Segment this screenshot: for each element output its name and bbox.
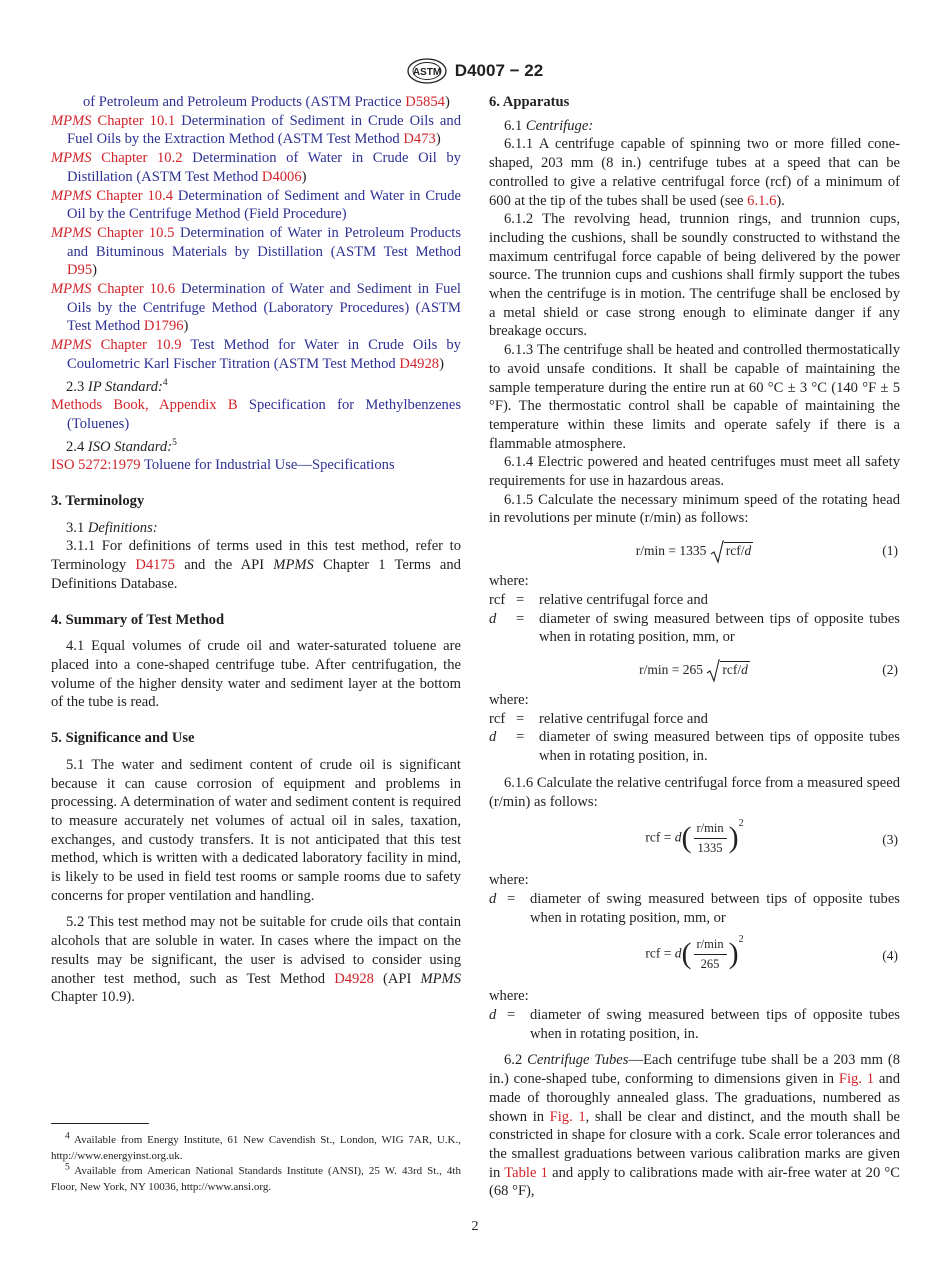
definition-d-in: d = diameter of swing measured between tips of opposite tubes when in rotating position, in.	[489, 1007, 900, 1042]
definition-rcf: rcf = relative centrifugal force and	[489, 710, 708, 727]
footnote-ref-4[interactable]: 4	[162, 377, 168, 388]
para-4-1: 4.1 Equal volumes of crude oil and water-saturated toluene are placed into a cone-shaped centrifuge tube. After centrifugation, the volume of the higher density water and sediment layer at the bottom of the tube is read.	[51, 638, 461, 711]
equation-1: r/min = 1335 rcf/d (1)	[489, 536, 900, 566]
link-d4175[interactable]: D4175	[135, 557, 176, 574]
reference-mpms-10-9: MPMS Chapter 10.9 Test Method for Water in Crude Oils by Coulometric Karl Fischer Titration (ASTM Test Method D4928)	[51, 337, 461, 372]
footnote-ref-5[interactable]: 5	[172, 437, 177, 448]
definition-d-in: d = diameter of swing measured between tips of opposite tubes when in rotating position, in.	[489, 729, 900, 765]
para-3-1: 3.1 Definitions:	[66, 519, 158, 536]
page-header	[0, 58, 950, 84]
para-6-1-5: 6.1.5 Calculate the necessary minimum speed of the rotating head in revolutions per minute (r/min) as follows:	[489, 491, 900, 527]
reference-d5854: of Petroleum and Petroleum Products (ASTM Practice D5854)	[83, 94, 450, 110]
equation-3: rcf = d( $\frac{r/\min}{1335}$ )$^2$ (3)	[645, 818, 898, 855]
footnote-5: $^5$ Available from American National Standards Institute (ANSI), 25 W. 43rd St., 4th Floor, New York, NY 10036, http://www.ansi.org.	[51, 1162, 461, 1194]
iso-standard-heading: 2.4 ISO Standard:$^5$	[66, 437, 177, 455]
equation-2: r/min = 265 rcf/d (2)	[489, 655, 900, 685]
link-6-1-6[interactable]: 6.1.6	[747, 192, 777, 209]
para-6-2: 6.2 Centrifuge Tubes—Each centrifuge tube shall be a 203 mm (8 in.) cone-shaped tube, conforming to dimensions given in Fig. 1 and made of thoroughly annealed glass. The graduations, numbered as shown in Fig. 1, shall be clear and distinct, and the mouth shall be constricted in shape for closure with a cork. Scale error tolerances and the smallest graduations between various calibration marks are given in Table 1 and apply to calibrations made with air-free water at 20 °C (68 °F),	[489, 1052, 901, 1200]
para-6-1-4: 6.1.4 Electric powered and heated centrifuges must meet all safety requirements for use in hazardous areas.	[489, 454, 900, 490]
para-6-1-3: 6.1.3 The centrifuge shall be heated and controlled thermostatically to avoid unsafe conditions. It shall be capable of maintaining the sample temperature during the entire run at 60 °C ± 3 °C (140 °F ± 5 °F). The thermostatic control shall be capable of maintaining the temperature within these limits and operate safely if there is a flammable atmosphere.	[489, 342, 900, 452]
link-d5854[interactable]: D5854	[405, 94, 445, 110]
link-fig-1-2[interactable]: Fig. 1	[549, 1108, 586, 1125]
equation-4: rcf = d( $\frac{r/\min}{265}$ )$^2$ (4)	[645, 934, 898, 972]
link-d1796[interactable]: D1796	[143, 318, 184, 335]
para-6-1-1: 6.1.1 A centrifuge capable of spinning two or more filled cone-shaped, 203 mm (8 in.) centrifuge tubes at a speed that can be controlled to give a relative centrifugal force (rcf) of a minimum of 600 at the tip of the tubes shall be used (see 6.1.6).	[489, 136, 900, 209]
para-3-1-1: 3.1.1 For definitions of terms used in this test method, refer to Terminology D4175 and the API MPMS Chapter 1 Terms and Definitions Database.	[51, 538, 461, 592]
para-5-2: 5.2 This test method may not be suitable for crude oils that contain alcohols that are soluble in water. In cases where the impact on the results may be significant, the user is advised to consider using another test method, such as Test Method D4928 (API MPMS Chapter 10.9).	[51, 914, 461, 1006]
definition-d-mm: d = diameter of swing measured between tips of opposite tubes when in rotating position, mm, or	[489, 610, 900, 646]
footnotes	[51, 1133, 461, 1196]
reference-mpms-10-4: MPMS Chapter 10.4 Determination of Sediment and Water in Crude Oil by the Centrifuge Method (Field Procedure)	[51, 187, 461, 223]
reference-mpms-10-1: MPMS Chapter 10.1 Determination of Sediment in Crude Oils and Fuel Oils by the Extraction Method (ASTM Test Method D473)	[51, 112, 461, 148]
document-id: D4007 − 22	[454, 61, 544, 80]
link-d4006[interactable]: D4006	[261, 168, 302, 185]
footnote-divider	[51, 1123, 149, 1124]
reference-mpms-10-2: MPMS Chapter 10.2 Determination of Water in Crude Oil by Distillation (ASTM Test Method D4006)	[51, 150, 461, 185]
svg-text:ASTM: ASTM	[412, 67, 441, 78]
reference-mpms-10-6: MPMS Chapter 10.6 Determination of Water and Sediment in Fuel Oils by the Centrifuge Method (Laboratory Procedures) (ASTM Test Method D1796)	[51, 281, 461, 335]
page-number: 2	[471, 1219, 479, 1234]
reference-mpms-10-5: MPMS Chapter 10.5 Determination of Water in Petroleum Products and Bituminous Materials by Distillation (ASTM Test Method D95)	[51, 224, 461, 279]
section-6-heading: 6. Apparatus	[489, 94, 570, 110]
link-d4928-2[interactable]: D4928	[334, 970, 374, 987]
para-6-1-6: 6.1.6 Calculate the relative centrifugal force from a measured speed (r/min) as follows:	[489, 774, 900, 810]
para-6-1-2: 6.1.2 The revolving head, trunnion rings, and trunnion cups, including the cushions, shall be soundly constructed to withstand the maximum centrifugal force capable of being delivered by the power source. The trunnion cups and cushions shall firmly support the tubes when the centrifuge is in motion. The centrifuge shall be enclosed by a metal shield or case strong enough to eliminate danger if any breakage occurs.	[489, 211, 900, 340]
link-fig-1[interactable]: Fig. 1	[838, 1071, 875, 1088]
reference-ip-methods-book: Methods Book, Appendix B Specification for Methylbenzenes (Toluenes)	[51, 397, 461, 432]
definition-d-mm: d = diameter of swing measured between tips of opposite tubes when in rotating position, mm, or	[489, 890, 900, 926]
sqrt-symbol: rcf/d	[710, 540, 753, 564]
para-5-1: 5.1 The water and sediment content of crude oil is significant because it can cause corrosion of equipment and problems in processing. A determination of water and sediment content is required to measure accurately net volumes of actual oil in sales, taxation, exchanges, and custody transfers. It is not anticipated that this test method, which is written with a dedicated laboratory facility in mind, is likely to be used in field test rooms or sample rooms due to safety concerns for proper ventilation and handling.	[51, 756, 461, 904]
section-3-heading: 3. Terminology	[51, 493, 145, 510]
right-column: 6. Apparatus 6.1 Centrifuge: 6.1.1 A centrifuge capable of spinning two or more filled cone-shaped, 203 mm (8 in.) centrifuge tubes at a speed that can be controlled to give a relative centrifugal force (rcf) of a minimum of 600 at the tip of the tubes shall be used (see 6.1.6). 6.1.2 The revolving head, trunnion rings, and trunnion cups, including the cushions, shall be soundly constructed to withstand the maximum centrifugal force capable of being delivered by the power source. The trunnion cups and cushions shall firmly support the tubes when the centrifuge is in motion. The centrifuge shall be enclosed by a metal shield or case strong enough to eliminate danger if any breakage occurs. 6.1.3 The centrifuge shall be heated and controlled thermostatically to avoid unsafe conditions. It shall be capable of maintaining the sample temperature during the entire run at 60 °C ± 3 °C (140 °F ± 5 °F). The thermostatic control shall be capable of maintaining the temperature within these limits and operate safely if there is a flammable atmosphere. 6.1.4 Electric powered and heated centrifuges must meet all safety requirements for use in hazardous areas. 6.1.5 Calculate the necessary minimum speed of the rotating head in revolutions per minute (r/min) as follows: r/min = 1335 rcf/d (1) where: rcf = relative centrifugal force and d = diameter of swing measured between tips of opposite tubes when in rotating position, mm, or r/min = 265 rcf/d (2) where: rcf = relative centrifugal force and d = diameter of swing measured between tips of opposite tubes when in rotating position, in. 6.1.6 Calculate the relative centrifugal force from a measured speed (r/min) as follows: rcf = d( $\frac{r/\min}{1335}$ )$^2$ (3) where: d = diameter of swing measured between tips of opposite tubes when in rotating position, mm, or rcf = d( $\frac{r/\min}{265}$ )$^2$ (4) where: d = diameter of swing measured between tips of opposite tubes when in rotating position, in. 6.2 Centrifuge Tubes—Each centrifuge tube shall be a 203 mm (8 in.) cone-shaped tube, conforming to dimensions given in Fig. 1 and made of thoroughly annealed glass. The graduations, numbered as shown in Fig. 1, shall be clear and distinct, and the mouth shall be constricted in shape for closure with a cork. Scale error tolerances and the smallest graduations between various calibration marks are given in Table 1 and apply to calibrations made with air-free water at 20 °C (68 °F),	[489, 94, 901, 1200]
ip-standard-heading: 2.3 IP Standard:$^4$	[66, 377, 168, 395]
left-column	[51, 93, 461, 1007]
link-d473[interactable]: D473	[403, 131, 436, 148]
sqrt-symbol: rcf/d	[706, 659, 749, 683]
section-4-heading: 4. Summary of Test Method	[51, 611, 225, 628]
link-table-1[interactable]: Table 1	[504, 1164, 548, 1181]
link-d4928[interactable]: D4928	[399, 355, 440, 372]
reference-iso-5272: ISO 5272:1979 Toluene for Industrial Use—Specifications	[51, 457, 395, 474]
link-d95[interactable]: D95	[67, 262, 93, 279]
astm-logo-icon	[407, 58, 447, 84]
definition-rcf: rcf = relative centrifugal force and	[489, 591, 708, 608]
para-6-1: 6.1 Centrifuge:	[504, 117, 594, 134]
section-5-heading: 5. Significance and Use	[51, 730, 195, 747]
footnote-4: $^4$ Available from Energy Institute, 61 New Cavendish St., London, WIG 7AR, U.K., http://www.energyinst.org.uk.	[51, 1131, 461, 1162]
